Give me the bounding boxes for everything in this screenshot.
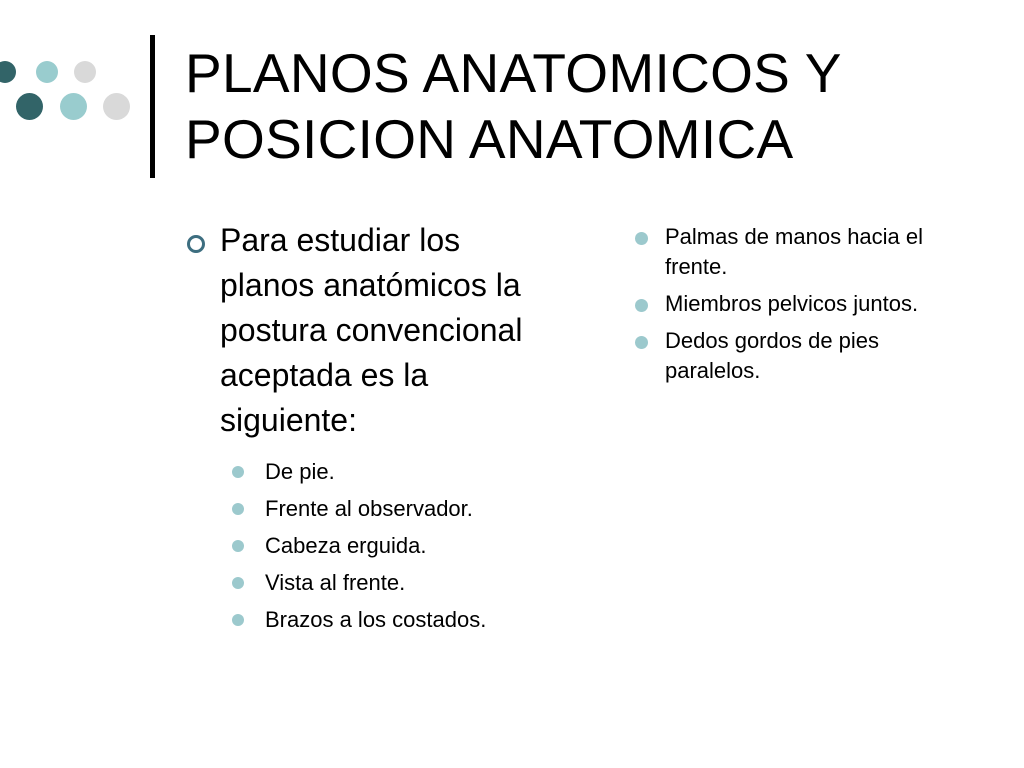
right-content-column [630,222,950,393]
small-dot-icon [74,61,96,83]
decorative-dots [0,0,140,160]
list-item-text: Brazos a los costados. [265,607,487,632]
posture-right-list [630,222,950,386]
bullet-dot-icon [232,577,244,589]
ring-bullet-icon [187,235,205,253]
small-dot-icon [0,61,16,83]
large-dot-icon [103,93,130,120]
bullet-dot-icon [635,336,648,349]
title-divider [150,35,155,178]
bullet-dot-icon [635,232,648,245]
bullet-dot-icon [232,503,244,515]
list-item-text: Palmas de manos hacia el frente. [665,224,924,279]
bullet-dot-icon [232,466,244,478]
list-item [180,527,560,564]
list-item [630,222,950,282]
list-item [180,601,560,638]
bullet-dot-icon [232,540,244,552]
list-item-text: Frente al observador. [265,496,473,521]
main-bullet-text: Para estudiar los planos anatómicos la postura convencional aceptada es la siguiente: [220,222,523,438]
list-item [180,453,560,490]
list-item [630,289,950,319]
list-item [180,490,560,527]
list-item [630,326,950,386]
list-item [180,564,560,601]
left-content-column [180,218,560,638]
slide-title [185,40,1005,172]
list-item-text: Miembros pelvicos juntos. [665,291,919,316]
list-item-text: Dedos gordos de pies paralelos. [665,328,880,383]
slide-title-line-1: PLANOS ANATOMICOS Y [185,42,842,104]
list-item-text: Cabeza erguida. [265,533,427,558]
small-dot-icon [36,61,58,83]
main-bullet-point [180,218,560,443]
bullet-dot-icon [635,299,648,312]
large-dot-icon [16,93,43,120]
posture-sub-list [180,453,560,638]
slide-title-line-2: POSICION ANATOMICA [185,108,794,170]
list-item-text: De pie. [265,459,335,484]
bullet-dot-icon [232,614,244,626]
list-item-text: Vista al frente. [265,570,406,595]
large-dot-icon [60,93,87,120]
